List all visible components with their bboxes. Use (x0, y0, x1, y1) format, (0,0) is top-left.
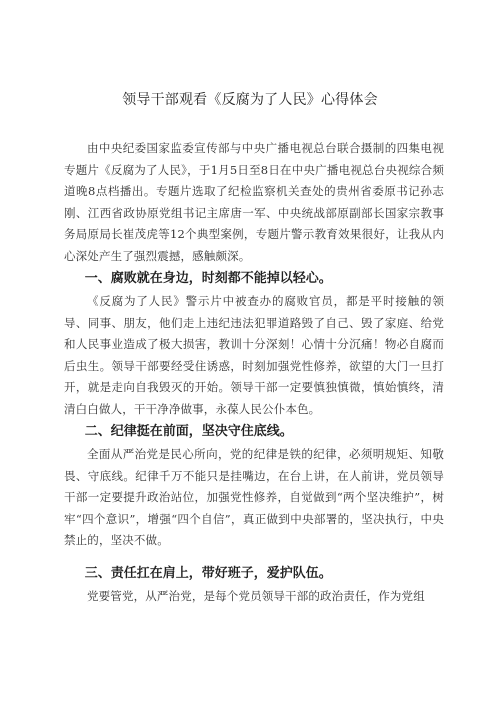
document-title: 领导干部观看《反腐为了人民》心得体会 (122, 92, 378, 108)
section-2-paragraph: 全面从严治党是民心所向，党的纪律是铁的纪律，必须明规矩、知敬畏、守底线。纪律千万不能只是挂嘴边，在台上讲，在人前讲，党员领导干部一定要提升政治站位，加强党性修养，自觉做到“两个坚决维护”，树牢“四个意识”，增强“四个自信”，真正做到中央部署的，坚决执行，中央禁止的，坚决不做。 (64, 447, 444, 547)
section-2-heading: 二、纪律挺在前面，坚决守住底线。 (84, 424, 293, 439)
section-spacer (64, 552, 444, 562)
section-1-heading: 一、腐败就在身边，时刻都不能掉以轻心。 (84, 271, 332, 286)
section-1-paragraph: 《反腐为了人民》警示片中被查办的腐败官员，都是平时接触的领导、同事、朋友，他们走上违纪违法犯罪道路毁了自己、毁了家庭、给党和人民事业造成了极大损害，教训十分深刻！心情十分沉痛！物必自腐而后虫生。领导干部要经受住诱惑，时刻加强党性修养，欲望的大门一旦打开，就是走向自我毁灭的开始。领导干部一定要慎独慎微，慎始慎终，清清白白做人，干干净净做事，永葆人民公仆本色。 (64, 294, 444, 416)
intro-paragraph: 由中央纪委国家监委宣传部与中央广播电视总台联合摄制的四集电视专题片《反腐为了人民》，于1月5日至8日在中央广播电视总台央视综合频道晚8点档播出。专题片选取了纪检监察机关查处的贵州省委原书记孙志刚、江西省政协原党组书记主席唐一军、中央统战部原副部长国家宗教事务局原局长崔茂虎等12个典型案例，专题片警示教育效果很好，让我从内心深处产生了强烈震撼，感触颇深。 (64, 141, 444, 263)
section-3-heading: 三、责任扛在肩上，带好班子，爱护队伍。 (84, 565, 332, 581)
section-3-paragraph: 党要管党，从严治党，是每个党员领导干部的政治责任，作为党组 (87, 588, 425, 603)
document-body (64, 138, 444, 607)
